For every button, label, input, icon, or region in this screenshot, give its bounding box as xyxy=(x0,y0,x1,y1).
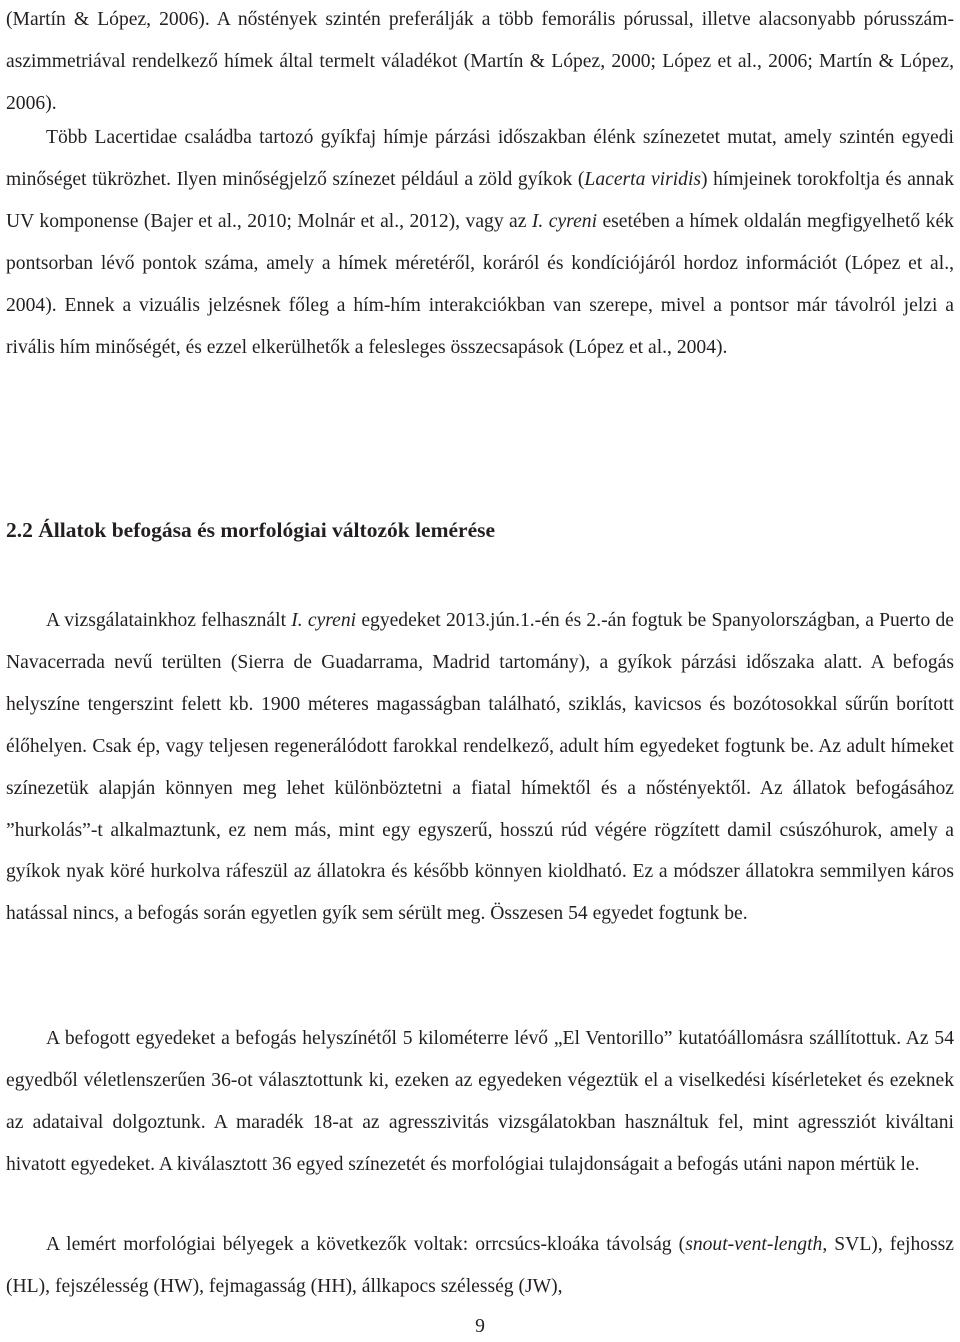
paragraph-2-text-a: Több Lacertidae családba tartozó gyíkfaj hímje párzási időszakban élénk színezetet mutat, amely szintén egyedi minőséget tükrözhet. Ilyen minőségjelző színezet például a zöld gyíkok ( xyxy=(6,127,954,190)
paragraph-2-text-c: esetében a hímek oldalán megfigyelhető kék pontsorban lévő pontok száma, amely a hímek méretéről, koráról és kondíciójáról hordoz információt (López et al., 2004). Ennek a vizuális jelzésnek főleg a hím-hím interakciókban van szerepe, mivel a pontsor már távolról jelzi a rivális hím minőségét, és ezzel elkerülhetők a felesleges összecsapások (López et al., 2004). xyxy=(6,210,954,358)
term-snout-vent-length: snout-vent-length xyxy=(685,1234,823,1255)
species-name-lacerta: Lacerta viridis xyxy=(584,168,702,190)
paragraph-3-text-a: A vizsgálatainkhoz felhasznált xyxy=(46,610,292,631)
paragraph-3-text-b: egyedeket 2013.jún.1.-én és 2.-án fogtuk be Spanyolországban, a Puerto de Navacerrada nevű terülten (Sierra de Guadarrama, Madrid tartomány), a gyíkok párzási időszaka alatt. A befogás helyszíne tengerszint felett kb. 1900 méteres magasságban található, sziklás, kavicsos és bozótosokkal sűrűn borított élőhelyen. Csak ép, vagy teljesen regenerálódott farokkal rendelkező, adult hím egyedeket fogtunk be. Az adult hímeket színezetük alapján könnyen meg lehet különböztetni a fiatal hímektől és a nőstényektől. Az állatok befogásához ”hurkolás”-t alkalmaztunk, ez nem más, mint egy egyszerű, hosszú rúd végére rögzített damil csúszóhurok, amely a gyíkok nyak köré hurkolva ráfeszül az állatokra és később könnyen kioldható. Ez a módszer állatokra semmilyen káros hatással nincs, a befogás során egyetlen gyík sem sérült meg. Összesen 54 egyedet fogtunk be. xyxy=(6,610,954,925)
paragraph-5-text-a: A lemért morfológiai bélyegek a következők voltak: orrcsúcs-kloáka távolság ( xyxy=(46,1234,686,1255)
paragraph-1 xyxy=(6,0,954,125)
species-name-cyreni-2: I. cyreni xyxy=(291,610,357,631)
paragraph-3 xyxy=(6,600,954,935)
paragraph-2-text-b: ) hímjeinek torokfoltja és annak UV komponense (Bajer et al., 2010; Molnár et al., 2012), vagy az xyxy=(6,168,954,232)
paragraph-4-text: A befogott egyedeket a befogás helyszínétől 5 kilométerre lévő „El Ventorillo” kutatóállomásra szállítottuk. Az 54 egyedből véletlenszerűen 36-ot választottunk ki, ezeken az egyedeken végeztük el a viselkedési kísérleteket és ezeknek az adataival dolgoztunk. A maradék 18-at az agresszivitás vizsgálatokban használtuk fel, mint agressziót kiváltani hivatott egyedeket. A kiválasztott 36 egyed színezetét és morfológiai tulajdonságait a befogás utáni napon mértük le. xyxy=(6,1028,954,1175)
paragraph-2 xyxy=(6,117,954,368)
paragraph-4 xyxy=(6,1018,954,1186)
paragraph-5-text-b: , SVL), fejhossz (HL), fejszélesség (HW), fejmagasság (HH), állkapocs szélesség (JW), xyxy=(6,1234,954,1297)
paragraph-5 xyxy=(6,1224,954,1308)
species-name-cyreni: I. cyreni xyxy=(531,210,598,232)
paragraph-1-text: (Martín & López, 2006). A nőstények szintén preferálják a több femorális pórussal, illetve alacsonyabb pórusszám-aszimmetriával rendelkező hímek által termelt váladékot (Martín & López, 2000; López et al., 2006; Martín & López, 2006). xyxy=(6,9,954,114)
section-heading: 2.2 Állatok befogása és morfológiai változók lemérése xyxy=(6,518,496,542)
page-number: 9 xyxy=(475,1316,485,1337)
